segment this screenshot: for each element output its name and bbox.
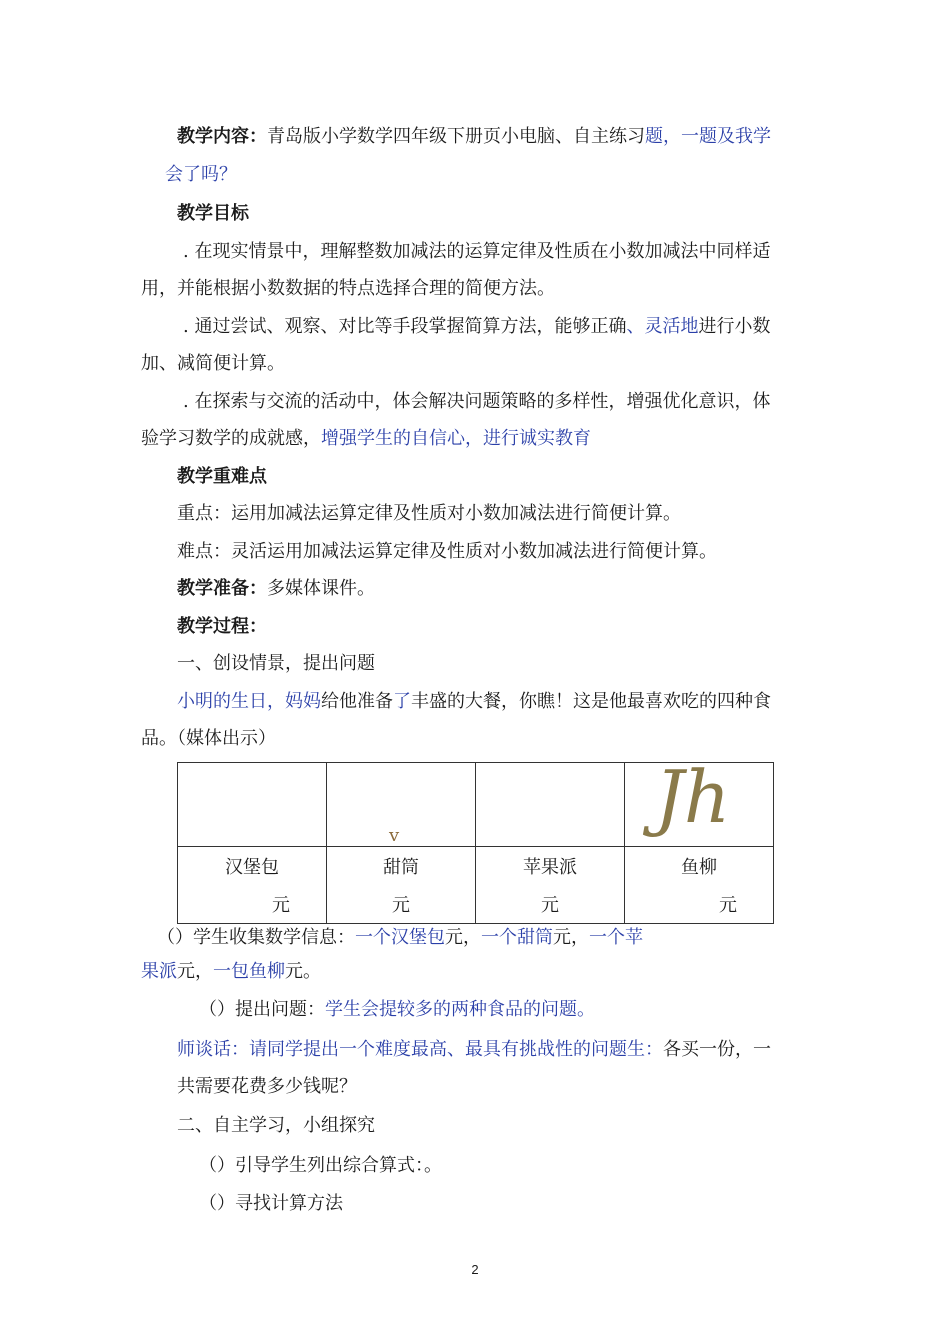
keypoint-key: 重点：运用加减法运算定律及性质对小数加减法进行简便计算。 (177, 503, 681, 524)
food-cell (178, 847, 327, 924)
content-line-2: 会了吗？ (165, 164, 237, 185)
food-unit: 元 (272, 895, 290, 916)
content-line (177, 124, 771, 150)
objective-2-line-2: 加、减简便计算。 (141, 353, 285, 374)
prep-line (177, 576, 375, 602)
collect-prefix: （）学生收集数学信息： (157, 927, 355, 948)
keypoint-hard: 难点：灵活运用加减法运算定律及性质对小数加减法进行简便计算。 (177, 541, 717, 562)
objective-3-blue: 增强学生的自信心，进行诚实教育 (321, 428, 591, 449)
collect-item: 一包鱼柳 (213, 961, 285, 982)
food-unit: 元 (392, 895, 410, 916)
objective-3-text: 验学习数学的成就感， (141, 428, 321, 449)
collect-unit: 元， (177, 961, 213, 982)
intro-blue-2: 妈妈 (285, 691, 321, 712)
intro-line-1 (177, 689, 771, 715)
section-2-title: 二、自主学习，小组探究 (177, 1115, 375, 1136)
food-unit: 元 (719, 895, 737, 916)
objective-2-text: . 通过尝试、观察、对比等手段掌握简算方法，能够正确 (183, 316, 627, 337)
keypoints-heading: 教学重难点 (177, 466, 267, 487)
collect-item: 一个甜筒 (481, 927, 553, 948)
content-label: 教学内容： (177, 126, 267, 147)
apple-pie-image-cell (476, 763, 625, 847)
cone-image-cell (327, 763, 476, 847)
collect-unit: 元， (445, 927, 481, 948)
intro-blue-3: 了 (393, 691, 411, 712)
food-price-table (177, 755, 774, 924)
table-label-row (178, 847, 774, 924)
process-heading: 教学过程： (177, 616, 267, 637)
cone-image-mark: v (389, 825, 400, 846)
objective-2-line-1 (183, 314, 770, 340)
food-name: 鱼柳 (681, 857, 717, 878)
collect-line-2 (141, 959, 321, 985)
fish-image-mark: Jh (655, 755, 731, 839)
teacher-line-1 (177, 1037, 771, 1063)
food-name: 苹果派 (523, 857, 577, 878)
collect-unit: 元， (553, 927, 589, 948)
section-2-item-1: （）引导学生列出综合算式：。 (199, 1155, 442, 1176)
page-number: 2 (471, 1262, 479, 1277)
content-text-blue: 题，一题及我学 (645, 126, 771, 147)
content-text: 青岛版小学数学四年级下册页小电脑、自主练习 (267, 126, 645, 147)
collect-item: 一个苹 (589, 927, 643, 948)
prep-label: 教学准备： (177, 578, 267, 599)
objective-3-line-2 (141, 426, 591, 452)
objective-2-end: 进行小数 (698, 316, 771, 337)
intro-text-1: 给他准备 (321, 691, 393, 712)
objective-2-blue: 、灵活地 (626, 316, 699, 337)
intro-blue-1: 小明的生日， (177, 691, 285, 712)
section-1-title: 一、创设情景，提出问题 (177, 653, 375, 674)
intro-line-2: 品。（媒体出示） (141, 728, 276, 749)
food-cell (625, 847, 774, 924)
objective-3-line-1: . 在探索与交流的活动中，体会解决问题策略的多样性，增强优化意识，体 (183, 391, 771, 412)
fish-image-cell (625, 755, 774, 847)
hamburger-image-cell (178, 763, 327, 847)
food-cell (327, 847, 476, 924)
collect-item: 果派 (141, 961, 177, 982)
objective-1-line-1: . 在现实情景中，理解整数加减法的运算定律及性质在小数加减法中同样适 (183, 241, 771, 262)
food-name: 汉堡包 (225, 857, 279, 878)
teacher-text: 各买一份，一 (663, 1039, 771, 1060)
section-2-item-2: （）寻找计算方法 (199, 1193, 343, 1214)
collect-unit: 元。 (285, 961, 321, 982)
teacher-line-2: 共需要花费多少钱呢？ (177, 1076, 357, 1097)
table-image-row (178, 763, 774, 847)
collect-item: 一个汉堡包 (355, 927, 445, 948)
question-blue: 学生会提较多的两种食品的问题。 (325, 999, 595, 1020)
food-name: 甜筒 (383, 857, 419, 878)
objectives-heading: 教学目标 (177, 203, 249, 224)
intro-text-2: 丰盛的大餐，你瞧！这是他最喜欢吃的四种食 (411, 691, 771, 712)
question-line (199, 997, 595, 1023)
collect-line-1 (157, 925, 643, 951)
question-prefix: （）提出问题： (199, 999, 325, 1020)
food-cell (476, 847, 625, 924)
objective-1-line-2: 用，并能根据小数数据的特点选择合理的简便方法。 (141, 278, 555, 299)
food-unit: 元 (541, 895, 559, 916)
prep-text: 多媒体课件。 (267, 578, 375, 599)
teacher-blue: 师谈话：请同学提出一个难度最高、最具有挑战性的问题生： (177, 1039, 663, 1060)
